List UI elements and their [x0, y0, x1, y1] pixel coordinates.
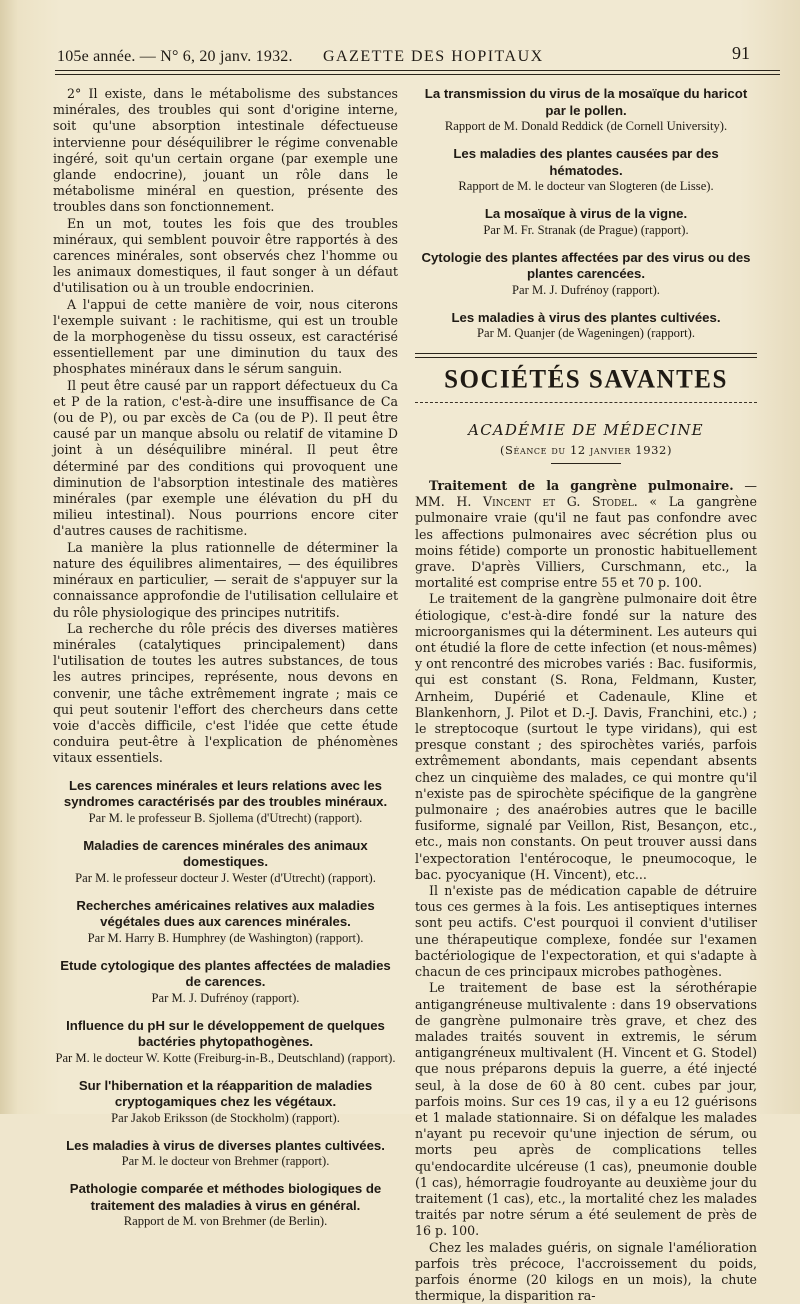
report-author: Rapport de M. von Brehmer (de Berlin). — [123, 1214, 328, 1229]
paragraph: La recherche du rôle précis des diverses matières minérales (catalytiques principalement) dans l'utilisation de toutes les autres substances, de tous les autres principes, représente, nous devons en convenir, une tâche extrêmement ingrate ; mais ce qui peut soutenir l'effort des chercheurs dans cette voie d'accès difficile, c'est l'idée que cette étude conduira peut-être à l'explication de phénomènes vitaux essentiels. — [53, 620, 398, 766]
report-entry — [53, 778, 398, 826]
report-author: Par M. Quanjer (de Wageningen) (rapport). — [476, 326, 696, 340]
section-rule — [415, 353, 757, 354]
header-rule-thin — [55, 74, 780, 75]
paragraph: Il peut être causé par un rapport défectueux du Ca et P de la ration, c'est-à-dire une insuffisance de Ca (ou de P), ou par excès de Ca (ou de P). Il peut être causé par un manque absolu ou relatif de vitamine D joint à un déséquilibre minéral. Il peut être déterminé par des conditions qui provoquent une diminution de l'absorption intestinale des matières minérales (par exemple une élévation du pH du milieu intestinal). Nous pourrions encore citer d'autres causes de rachitisme. — [53, 377, 398, 539]
paragraph: Chez les malades guéris, on signale l'amélioration parfois très précoce, l'accroissement du poids, parfois énorme (20 kilogs en un mois), la chute thermique, la disparition ra- — [415, 1239, 757, 1304]
report-author: Rapport de M. Donald Reddick (de Cornell University). — [444, 119, 728, 133]
report-entry — [53, 1018, 398, 1066]
dashed-rule — [415, 402, 757, 403]
report-author: Par M. J. Dufrénoy (rapport). — [151, 990, 300, 1005]
report-title: Pathologie comparée et méthodes biologiques de traitement des maladies à virus en général. — [69, 1181, 382, 1213]
report-entry — [53, 958, 398, 1006]
report-entry — [53, 1138, 398, 1170]
header-rule — [55, 70, 780, 71]
report-entry — [415, 310, 757, 342]
societes-savantes-heading: SOCIÉTÉS SAVANTES — [444, 365, 728, 394]
short-rule — [551, 463, 621, 464]
report-entry — [415, 206, 757, 238]
article-first-sentence: « La gangrène pulmonaire vraie (qu'il ne faut pas confondre avec les affections pulmonaires avec sécrétion plus ou moins fétide) comporte un pronostic habituellement grave. D'après Villiers, Curschmann, etc., la mortalité est comprise entre 55 et 70 p. 100. — [415, 494, 757, 591]
report-author: Par M. le docteur W. Kotte (Freiburg-in-B., Deutschland) (rapport). — [55, 1050, 396, 1065]
report-entry — [415, 86, 757, 134]
report-entry — [53, 1078, 398, 1126]
report-author: Par M. le docteur von Brehmer (rapport). — [121, 1154, 330, 1169]
paragraph: A l'appui de cette manière de voir, nous citerons l'exemple suivant : le rachitisme, qui est un trouble de la morphogenèse du tissu osseux, est caractérisé essentiellement par une diminution du taux des phosphates minéraux dans le sérum sanguin. — [53, 296, 398, 377]
report-title: Influence du pH sur le développement de quelques bactéries phytopathogènes. — [66, 1017, 385, 1050]
report-title: Cytologie des plantes affectées par des virus ou des plantes carencées. — [421, 249, 751, 281]
report-entry — [53, 898, 398, 946]
journal-title: GAZETTE DES HOPITAUX — [323, 48, 544, 65]
report-title: Etude cytologique des plantes affectées de maladies de carences. — [60, 957, 391, 990]
academie-heading: ACADÉMIE DE MÉDECINE — [468, 421, 704, 439]
issue-info: 105e année. — N° 6, 20 janv. 1932. — [57, 48, 293, 65]
report-title: La transmission du virus de la mosaïque du haricot par le pollen. — [424, 86, 748, 118]
paragraph: 2° Il existe, dans le métabolisme des substances minérales, des troubles qui sont d'origine interne, soit qu'une absorption intestinale défectueuse intervienne pour déséquilibrer le régime convenable ingéré, soit qu'un certain organe (par exemple une glande endocrine), jouant un rôle dans le métabolisme minéral en question, présente des troubles dans son fonctionnement. — [53, 86, 398, 215]
paragraph: En un mot, toutes les fois que des troubles minéraux, qui semblent pouvoir être rapportés à des carences minérales, sont observés chez l'homme ou les animaux domestiques, il faut songer à un défaut d'utilisation ou à un trouble endocrinien. — [53, 215, 398, 296]
paragraph: Il n'existe pas de médication capable de détruire tous ces germes à la fois. Les antiseptiques internes sont peu actifs. C'est pourquoi il convient d'utiliser une thérapeutique complexe, fondée sur l'examen bactériologique de l'expectoration, et qui s'adapte à chacun de ces principaux microbes pathogènes. — [415, 883, 757, 980]
article-heading: Traitement de la gangrène pulmonaire. — [429, 478, 734, 493]
report-title: La mosaïque à virus de la vigne. — [484, 206, 688, 221]
report-author: Rapport de M. le docteur van Slogteren (de Lisse). — [458, 179, 714, 193]
report-author: Par M. Fr. Stranak (de Prague) (rapport). — [483, 222, 689, 237]
right-column — [415, 86, 757, 1304]
page-header — [55, 40, 770, 66]
section-rule-thin — [415, 357, 757, 358]
report-entry — [53, 838, 398, 886]
report-title: Les carences minérales et leurs relations avec les syndromes caractérisés par des troubles minéraux. — [63, 777, 388, 810]
report-author: Par M. le professeur docteur J. Wester (d'Utrecht) (rapport). — [75, 870, 376, 885]
article-authors: — MM. H. Vincent et G. Stodel. — [415, 478, 757, 510]
report-title: Sur l'hibernation et la réapparition de maladies cryptogamiques chez les végétaux. — [78, 1077, 373, 1110]
article-intro — [415, 478, 757, 591]
page-number: 91 — [732, 43, 750, 63]
report-entry — [53, 1181, 398, 1229]
report-author: Par M. J. Dufrénoy (rapport). — [512, 282, 660, 297]
paragraph: Le traitement de base est la sérothérapie antigangréneuse multivalente : dans 19 observations de gangrène pulmonaire très grave, et chez des malades traités souvent in extremis, le sérum antigangréneux multivalent (H. Vincent et G. Stodel) que nous préparons depuis la guerre, a été injecté seul, à la dose de 60 à 80 cent. cubes par jour, parfois moins. Sur ces 19 cas, il y a eu 12 guérisons et 1 malade stationnaire. Si on défalque les malades n'ayant pu recevoir qu'une injection de sérum, ou morts peu après de complications telles qu'endocardite ulcéreuse (1 cas), pneumonie double (1 cas), hémorragie foudroyante au deuxième jour du traitement (1 cas), etc., la mortalité chez les malades traités par notre sérum a été seulement de près de 16 p. 100. — [415, 980, 757, 1239]
paragraph: La manière la plus rationnelle de déterminer la nature des équilibres alimentaires, — des équilibres minéraux en particulier, — serait de s'appuyer sur la connaissance approfondie de l'utilisation cellulaire et du rôle physiologique des principes nutritifs. — [53, 539, 398, 620]
report-entry — [415, 250, 757, 298]
report-title: Les maladies des plantes causées par des hématodes. — [453, 146, 719, 178]
report-author: Par M. Harry B. Humphrey (de Washington) (rapport). — [87, 930, 364, 945]
report-author: Par Jakob Eriksson (de Stockholm) (rapport). — [111, 1110, 340, 1125]
left-column — [53, 86, 398, 1229]
report-entry — [415, 146, 757, 194]
report-title: Les maladies à virus des plantes cultivées. — [451, 309, 721, 325]
report-title: Les maladies à virus de diverses plantes cultivées. — [66, 1137, 385, 1153]
report-author: Par M. le professeur B. Sjollema (d'Utrecht) (rapport). — [88, 810, 363, 825]
report-title: Maladies de carences minérales des animaux domestiques. — [83, 837, 368, 870]
report-title: Recherches américaines relatives aux maladies végétales dues aux carences minérales. — [76, 897, 375, 930]
paragraph: Le traitement de la gangrène pulmonaire doit être étiologique, c'est-à-dire fondé sur la nature des microorganismes qui la déterminent. Les auteurs qui ont étudié la flore de cette infection (et nous-mêmes) y ont rencontré des microbes variés : Bac. fusiformis, qui est constant (S. Rona, Feldmann, Kuster, Arnheim, Dupérié et Cadenaule, Kline et Blankenhorn, J. Pilot et D.-J. Davis, Franchini, etc.) ; le streptocoque (surtout le type viridans), qui est presque constant ; des spirochètes variés, parfois extrêmement abondants, mais cependant absents chez un cinquième des malades, ce qui montre qu'il n'existe pas de spirochète spécifique de la gangrène pulmonaire ; des anaérobies autres que le bacille fusiforme, signalé par Veillon, Rist, Besançon, etc., etc., mais non constants. On peut trouver aussi dans l'expectoration l'entérocoque, le pneumocoque, le bac. pyocyanique (H. Vincent), etc... — [415, 591, 757, 882]
seance-date: (Séance du 12 janvier 1932) — [499, 443, 673, 457]
